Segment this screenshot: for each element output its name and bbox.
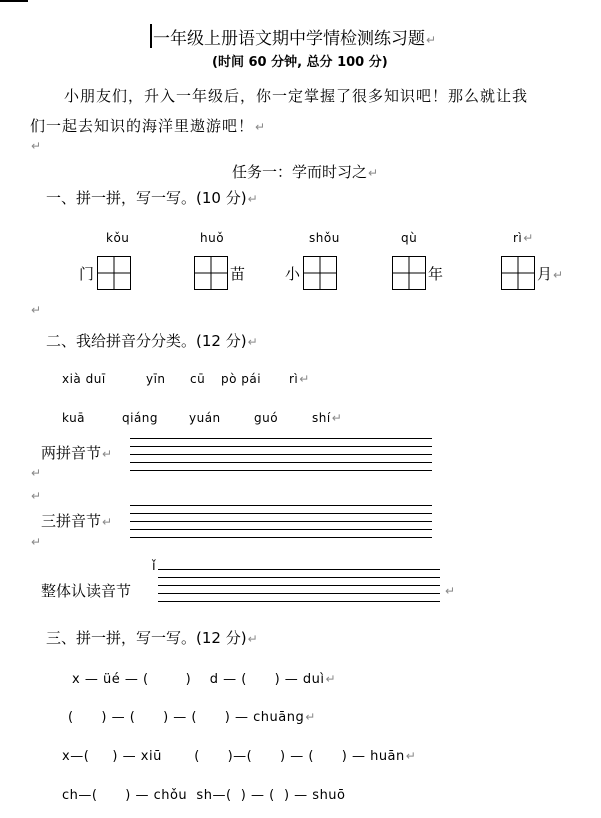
given-char: 苗 [230,265,246,283]
pinyin-label: rì↵ [513,231,534,245]
return-mark-icon: ↵ [445,584,456,598]
writing-grid[interactable] [392,256,426,290]
writing-grid[interactable] [194,256,228,290]
answer-line[interactable] [158,569,440,570]
exercise-line: x — üé — ( ) d — ( ) — duì↵ [72,672,337,687]
category-whole-syllable: 整体认读音节 [41,582,132,600]
pinyin-item: xià duī [62,372,106,386]
answer-line[interactable] [158,585,440,586]
given-char: 小 [285,265,301,283]
pinyin-item: guó [254,411,279,425]
answer-line[interactable] [130,513,432,514]
pinyin-label: shǒu [309,231,340,245]
given-char: 门 [79,265,95,283]
pinyin-item: yuán [189,411,221,425]
return-mark-icon: ↵ [31,466,42,480]
answer-line[interactable] [158,601,440,602]
return-mark-icon: ↵ [31,303,42,317]
return-mark-icon: ↵ [31,535,42,549]
return-mark-icon: ↵ [31,489,42,503]
answer-line[interactable] [130,521,432,522]
intro-line-2: 们一起去知识的海洋里遨游吧！↵ [30,117,267,135]
category-three-syllable: 三拼音节↵ [41,512,113,530]
given-char: 年 [428,265,444,283]
writing-grid[interactable] [303,256,337,290]
pinyin-item: qiáng [122,411,159,425]
cursor-glyph: ǐ [152,559,156,574]
writing-grid[interactable] [501,256,535,290]
exercise-line: ch—( ) — chǒu sh—( ) — ( ) — shuō [62,788,346,803]
page-title: 一年级上册语文期中学情检测练习题↵ [153,29,437,49]
section1-heading: 一、拼一拼，写一写。(10 分)↵ [46,189,258,207]
section2-heading: 二、我给拼音分分类。(12 分)↵ [46,332,258,350]
answer-line[interactable] [130,446,432,447]
answer-line[interactable] [130,462,432,463]
section3-heading: 三、拼一拼，写一写。(12 分)↵ [46,629,258,647]
task1-title: 任务一：学而时习之↵ [232,163,379,181]
pinyin-item: pò pái [221,372,262,386]
writing-grid[interactable] [97,256,131,290]
pinyin-item: cū [190,372,206,386]
exercise-line: x—( ) — xiū ( )—( ) — ( ) — huān↵ [62,749,417,764]
answer-line[interactable] [130,529,432,530]
pinyin-item: kuā [62,411,86,425]
answer-line[interactable] [158,593,440,594]
pinyin-label: qù [401,231,418,245]
answer-line[interactable] [158,577,440,578]
pinyin-label: huǒ [200,231,225,245]
answer-line[interactable] [130,505,432,506]
answer-line[interactable] [130,454,432,455]
page-subtitle: (时间 60 分钟, 总分 100 分) [212,55,388,70]
given-char: 月↵ [537,265,564,283]
text-cursor [150,24,152,48]
pinyin-item: rì↵ [289,372,310,386]
pinyin-label: kǒu [106,231,130,245]
answer-line[interactable] [130,438,432,439]
return-mark-icon: ↵ [31,139,42,153]
pinyin-item: yīn [146,372,166,386]
exercise-line: ( ) — ( ) — ( ) — chuāng↵ [68,710,316,725]
top-left-mark [0,0,28,2]
answer-line[interactable] [130,470,432,471]
answer-line[interactable] [130,537,432,538]
intro-line-1: 小朋友们，升入一年级后，你一定掌握了很多知识吧！那么就让我 [64,87,529,105]
return-mark-icon: ↵ [426,33,437,47]
pinyin-item: shí↵ [312,411,343,425]
category-two-syllable: 两拼音节↵ [41,444,113,462]
